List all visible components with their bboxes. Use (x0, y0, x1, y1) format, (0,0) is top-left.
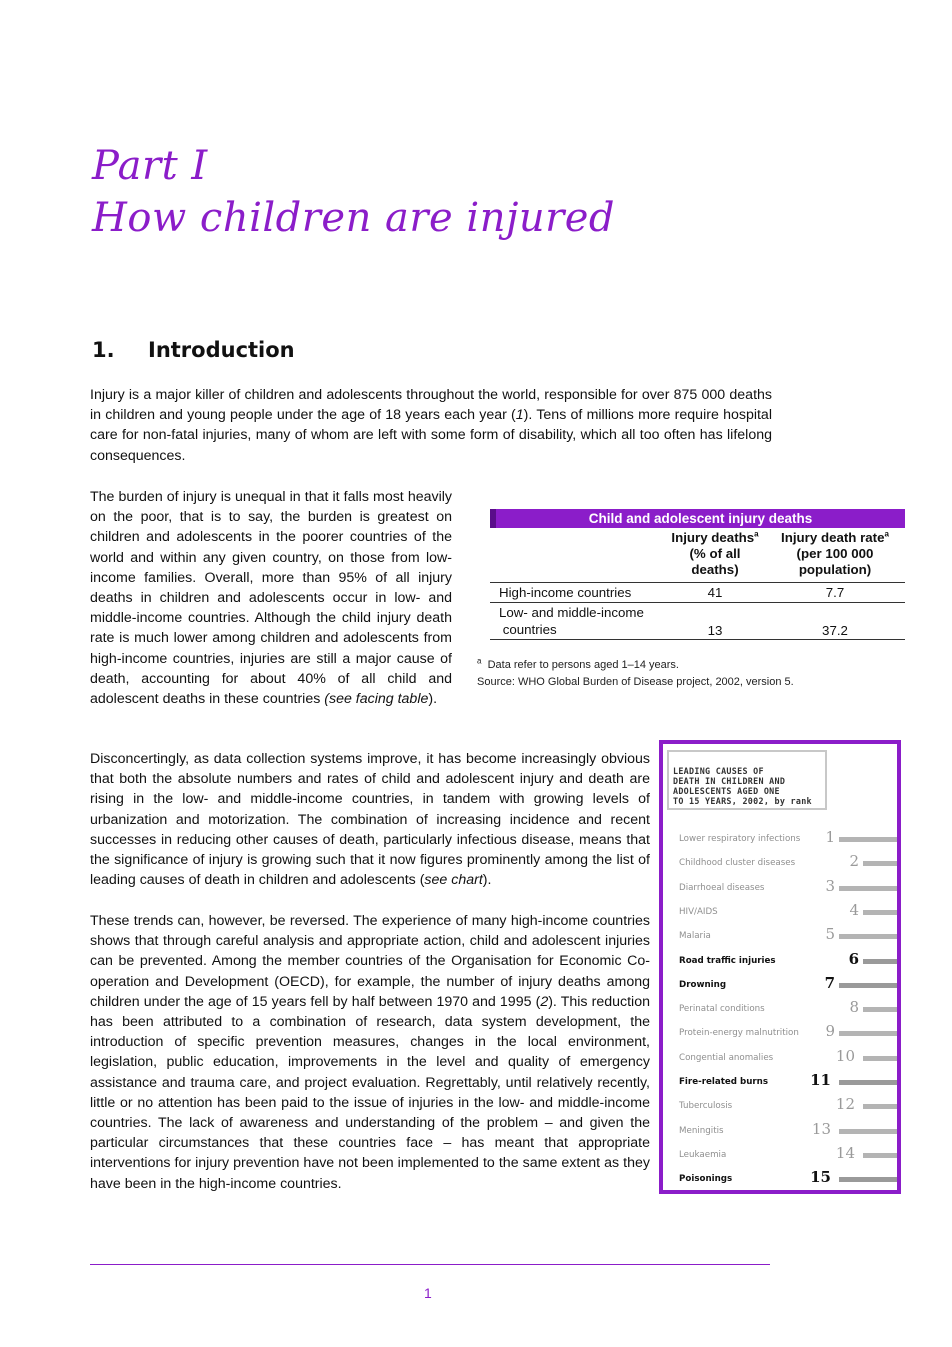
see-chart-reference: see chart (424, 872, 483, 889)
part-title (92, 140, 615, 244)
rank-bar (863, 1007, 897, 1012)
footnote-mark: a (477, 656, 482, 666)
rank-number: 10 (835, 1046, 855, 1065)
table-cell-label: High-income countries (499, 585, 632, 600)
footer-divider (90, 1264, 770, 1265)
rank-number: 8 (849, 998, 859, 1017)
footnote-mark: a (754, 529, 759, 539)
table-header-deaths (665, 528, 765, 582)
rank-row (663, 1047, 897, 1071)
rank-row (663, 1071, 897, 1095)
paragraph-intro (90, 385, 772, 466)
rank-number: 12 (835, 1095, 855, 1114)
rank-row (663, 901, 897, 925)
rank-row (663, 877, 897, 901)
rank-number: 13 (811, 1119, 831, 1138)
header-text: (per 100 000 population) (796, 546, 874, 577)
rank-row (663, 950, 897, 974)
rank-number: 5 (825, 925, 835, 944)
injury-deaths-table (490, 509, 905, 640)
rank-bar (863, 1153, 897, 1158)
cause-label: Poisonings (679, 1174, 733, 1185)
rank-row (663, 1120, 897, 1144)
footnote-mark: a (884, 529, 889, 539)
see-table-reference: (see facing table (324, 691, 429, 708)
cause-label: Leukaemia (679, 1149, 727, 1160)
paragraph-trends (90, 749, 650, 890)
rank-bar (839, 1177, 897, 1182)
chart-heading-line: TO 15 YEARS, 2002, by rank (673, 796, 812, 806)
table-footnote (477, 656, 679, 671)
cause-label: Congential anomalies (679, 1052, 774, 1063)
cause-label: Fire-related burns (679, 1077, 769, 1087)
cause-label: Road traffic injuries (679, 955, 776, 966)
rank-bar (863, 910, 897, 915)
table-cell-deaths: 13 (707, 623, 723, 638)
rank-number: 6 (848, 949, 859, 968)
paragraph-text: The burden of injury is unequal in that it falls most heavily on the poor, that is to say, the burden is greatest on children and adolescents in the poorer countries of the world and within any given country, on those from low-income families. Overall, more than 95% of all injury deaths in children and adolescents occur in low- and middle-income countries. Although the child injury death rate is much lower among children and adolescents from high-income countries, injuries are still a major cause of death, accounting for about 40% of all child and adolescent deaths in these countries (90, 489, 452, 708)
rank-row (663, 998, 897, 1022)
table-header-rate (765, 528, 905, 582)
table-row (490, 603, 905, 640)
rank-number: 11 (810, 1071, 831, 1089)
footnote-text: Data refer to persons aged 1–14 years. (487, 659, 679, 671)
table-title: Child and adolescent injury deaths (490, 509, 905, 528)
label-line: countries (502, 622, 557, 637)
cause-label: Meningitis (679, 1125, 724, 1136)
cause-label: Perinatal conditions (679, 1004, 765, 1015)
leading-causes-chart (659, 740, 901, 1194)
rank-number: 1 (825, 828, 835, 846)
header-text: (% of all deaths) (689, 546, 741, 577)
rank-bar (863, 1056, 897, 1061)
rank-bar (839, 886, 897, 891)
rank-row (663, 828, 897, 852)
paragraph-text: ). (482, 872, 492, 889)
rank-number: 4 (849, 900, 859, 919)
paragraph-burden (90, 487, 452, 709)
cause-label: Malaria (679, 931, 711, 942)
table-header-row (490, 528, 905, 583)
rank-row (663, 1168, 897, 1192)
cause-label: Diarrhoeal diseases (679, 882, 765, 893)
part-label: Part I (92, 143, 208, 189)
chart-heading-line: DEATH IN CHILDREN AND (673, 776, 786, 786)
paragraph-text: These trends can, however, be reversed. The experience of many high-income countries shows that through careful analysis and appropriate action, child and adolescent injuries can be prevented. Among the member countries of the Organisation for Economic Co-operation and Development (OECD), for example, the number of injury deaths among children under the age of 15 years fell by half between 1970 and 1995 ( (90, 913, 650, 1010)
paragraph-reversal (90, 911, 650, 1194)
rank-number: 15 (810, 1168, 831, 1187)
cause-label: Drowning (679, 979, 727, 990)
paragraph-text: ). (428, 691, 438, 708)
cause-label: Tuberculosis (679, 1101, 733, 1112)
section-number: 1. (92, 338, 115, 362)
rank-bar (839, 837, 897, 842)
rank-number: 7 (824, 973, 835, 992)
paragraph-text: Disconcertingly, as data collection systems improve, it has become increasingly obvious that both the absolute numbers and rates of child and adolescent injury and death are rising in the low- and middle-income countries, in tandem with growing levels of urbanization and motorization. The combination of increasing incidence and recent successes in reducing other causes of death, particularly infectious disease, means that the significance of injury is growing such that it now figures prominently among the list of leading causes of death in children and adolescents ( (90, 751, 650, 889)
chart-heading (667, 750, 827, 810)
table-source: Source: WHO Global Burden of Disease project, 2002, version 5. (477, 676, 794, 688)
rank-row (663, 925, 897, 949)
cause-label: Childhood cluster diseases (679, 858, 796, 869)
reference-link[interactable]: 1 (515, 407, 524, 424)
part-subtitle: How children are injured (92, 195, 616, 241)
cause-label: HIV/AIDS (679, 906, 718, 917)
table-cell-label (490, 603, 665, 639)
header-text: Injury death rate (781, 530, 885, 545)
rank-row (663, 1144, 897, 1168)
cause-label: Lower respiratory infections (679, 834, 801, 844)
rank-bar (863, 861, 897, 866)
rank-bar (839, 1129, 897, 1134)
rank-bar (839, 1031, 897, 1036)
reference-link[interactable]: 2 (540, 993, 549, 1010)
header-text: Injury deaths (671, 530, 755, 545)
rank-number: 3 (825, 876, 835, 895)
table-cell-rate: 7.7 (825, 585, 845, 600)
rank-number: 14 (835, 1143, 855, 1162)
table-header-empty (490, 528, 665, 582)
rank-bar (863, 959, 897, 964)
paragraph-text: ). This reduction has been attributed to a combination of research, data system development, the introduction of specific prevention measures, changes in the local environment, legislation, public education, improvements in the level and quality of emergency assistance and trauma care, and project evaluation. Regrettably, until relatively recently, little or no attention has been paid to the issue of injuries in the low- and middle-income countries. The lack of awareness and understanding of the problem – and given the particular circumstances that these countries face – has meant that appropriate interventions for injury prevention have not been implemented to the same extent as they have been in the high-income countries. (90, 993, 650, 1192)
page-number: 1 (424, 1285, 432, 1301)
table-row (490, 583, 905, 603)
chart-heading-line: ADOLESCENTS AGED ONE (673, 786, 780, 796)
section-heading (92, 338, 295, 362)
section-title: Introduction (148, 338, 295, 362)
rank-bar (839, 934, 897, 939)
rank-bar (839, 983, 897, 988)
chart-heading-line: LEADING CAUSES OF (673, 766, 764, 776)
rank-row (663, 1095, 897, 1119)
table-cell-rate: 37.2 (822, 623, 848, 638)
label-line: Low- and middle-income (499, 605, 644, 620)
table-cell-deaths: 41 (707, 585, 723, 600)
cause-label: Protein-energy malnutrition (679, 1028, 799, 1039)
rank-number: 9 (825, 1022, 835, 1041)
rank-bar (839, 1080, 897, 1085)
rank-row (663, 852, 897, 876)
rank-bar (863, 1104, 897, 1109)
rank-row (663, 974, 897, 998)
paragraph-text: Injury is a major killer of children and adolescents throughout the world, responsible for over 875 000 deaths in children and young people under the age of 18 years each year ( (90, 387, 772, 424)
paragraph-text: ). Tens of millions more require hospital care for non-fatal injuries, many of whom are left with some form of disability, which all too often has lifelong consequences. (90, 407, 772, 464)
rank-number: 2 (849, 852, 859, 871)
rank-row (663, 1022, 897, 1046)
